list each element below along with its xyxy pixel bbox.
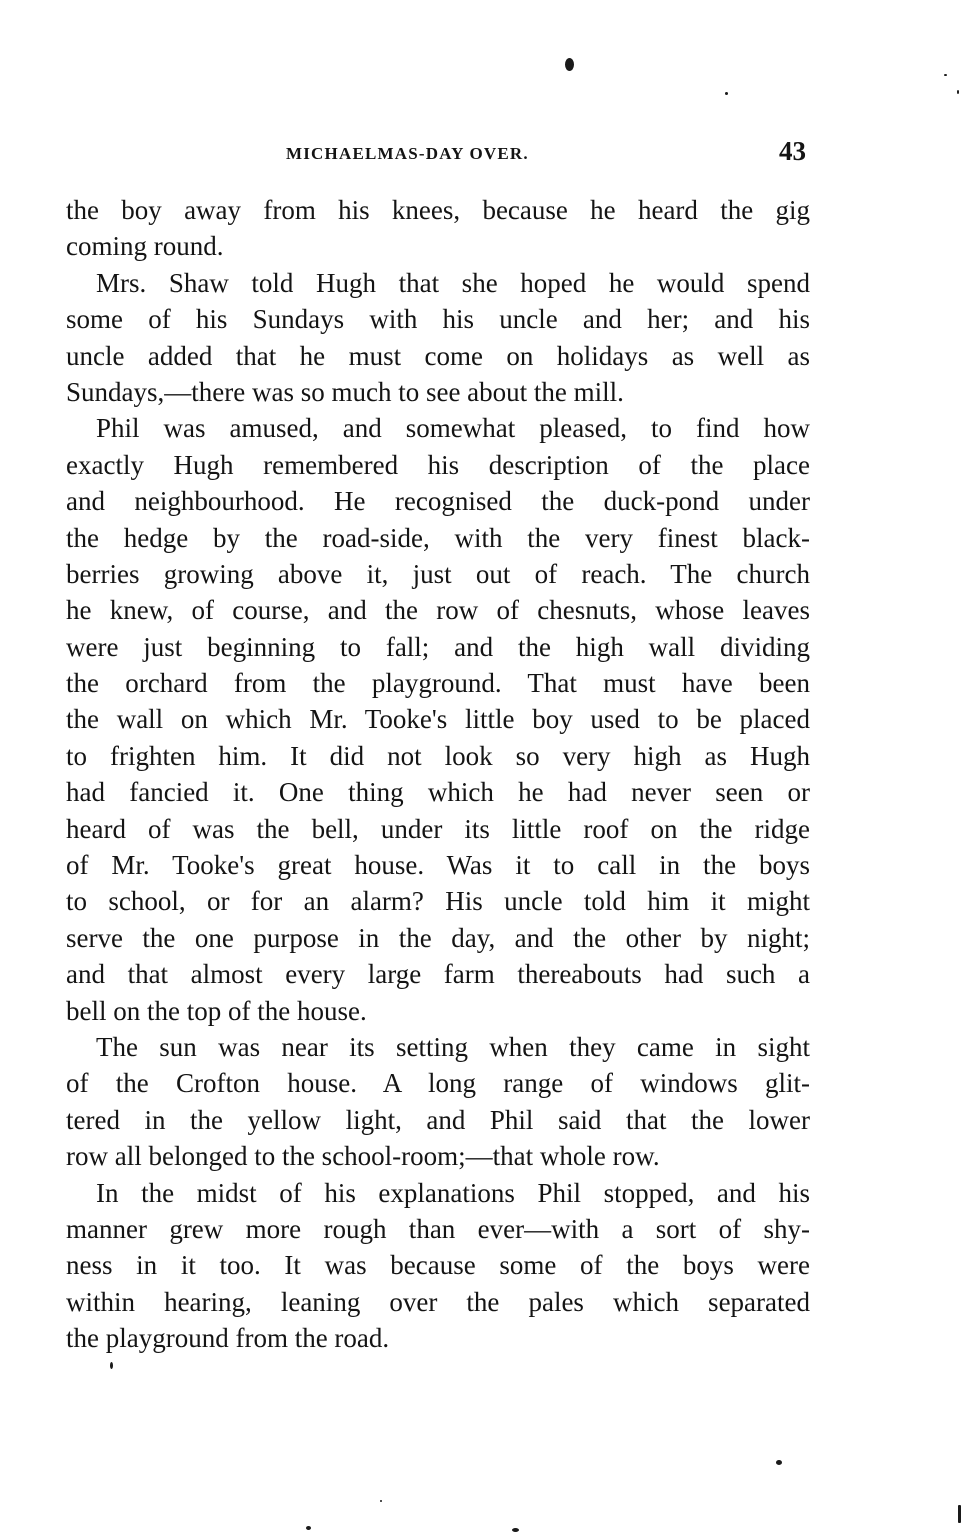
text-line: the wall on which Mr. Tooke's little boy used to be placed bbox=[66, 704, 810, 735]
ink-speck bbox=[944, 74, 947, 76]
ink-speck bbox=[380, 1500, 382, 1502]
text-line: The sun was near its setting when they came in sight bbox=[96, 1031, 810, 1062]
text-line: bell on the top of the house. bbox=[66, 995, 367, 1026]
paragraph bbox=[66, 1175, 810, 1357]
text-line: serve the one purpose in the day, and the other by night; bbox=[66, 922, 810, 953]
paragraph bbox=[66, 1029, 810, 1175]
ink-speck bbox=[512, 1528, 519, 1532]
text-line: the hedge by the road-side, with the very finest black- bbox=[66, 522, 810, 553]
ink-speck bbox=[306, 1526, 311, 1530]
ink-speck bbox=[565, 58, 574, 71]
text-line: some of his Sundays with his uncle and her; and his bbox=[66, 304, 810, 335]
text-line: he knew, of course, and the row of chesnuts, whose leaves bbox=[66, 595, 810, 626]
text-line: of the Crofton house. A long range of windows glit- bbox=[66, 1068, 810, 1099]
ink-speck bbox=[776, 1460, 782, 1465]
text-line: ness in it too. It was because some of the boys were bbox=[66, 1250, 810, 1281]
text-line: were just beginning to fall; and the high wall dividing bbox=[66, 631, 810, 662]
text-line: had fancied it. One thing which he had never seen or bbox=[66, 777, 810, 808]
body-text bbox=[66, 192, 810, 1357]
text-line: the playground from the road. bbox=[66, 1323, 390, 1354]
text-line: berries growing above it, just out of reach. The church bbox=[66, 558, 810, 589]
text-line: uncle added that he must come on holidays as well as bbox=[66, 340, 810, 371]
text-line: to frighten him. It did not look so very high as Hugh bbox=[66, 740, 810, 771]
text-line: heard of was the bell, under its little roof on the ridge bbox=[66, 813, 810, 844]
text-line: tered in the yellow light, and Phil said that the lower bbox=[66, 1104, 810, 1135]
text-line: manner grew more rough than ever—with a sort of shy- bbox=[66, 1213, 810, 1244]
page-number: 43 bbox=[779, 136, 806, 166]
text-line: coming round. bbox=[66, 231, 224, 262]
text-line: row all belonged to the school-room;—that whole row. bbox=[66, 1141, 660, 1172]
ink-speck bbox=[110, 1362, 113, 1369]
ink-speck bbox=[725, 92, 728, 95]
text-line: and neighbourhood. He recognised the duck-pond under bbox=[66, 486, 810, 517]
text-line: the orchard from the playground. That must have been bbox=[66, 668, 810, 699]
ink-speck bbox=[957, 90, 959, 94]
text-line: and that almost every large farm thereabouts had such a bbox=[66, 959, 810, 990]
text-line: to school, or for an alarm? His uncle told him it might bbox=[66, 886, 810, 917]
page-header bbox=[66, 136, 810, 172]
text-line: within hearing, leaning over the pales which separated bbox=[66, 1286, 810, 1317]
text-line: Phil was amused, and somewhat pleased, to find how bbox=[96, 413, 810, 444]
text-line: exactly Hugh remembered his description of the place bbox=[66, 449, 810, 480]
ink-speck bbox=[958, 1505, 961, 1523]
text-line: Sundays,—there was so much to see about the mill. bbox=[66, 376, 624, 407]
paragraph bbox=[66, 410, 810, 1029]
text-line: Mrs. Shaw told Hugh that she hoped he would spend bbox=[96, 267, 810, 298]
text-line: the boy away from his knees, because he heard the gig bbox=[66, 195, 810, 225]
text-line: In the midst of his explanations Phil stopped, and his bbox=[96, 1177, 810, 1208]
paragraph bbox=[66, 192, 810, 265]
text-line: of Mr. Tooke's great house. Was it to call in the boys bbox=[66, 850, 810, 881]
running-title: MICHAELMAS-DAY OVER. bbox=[286, 144, 529, 163]
paragraph bbox=[66, 265, 810, 411]
